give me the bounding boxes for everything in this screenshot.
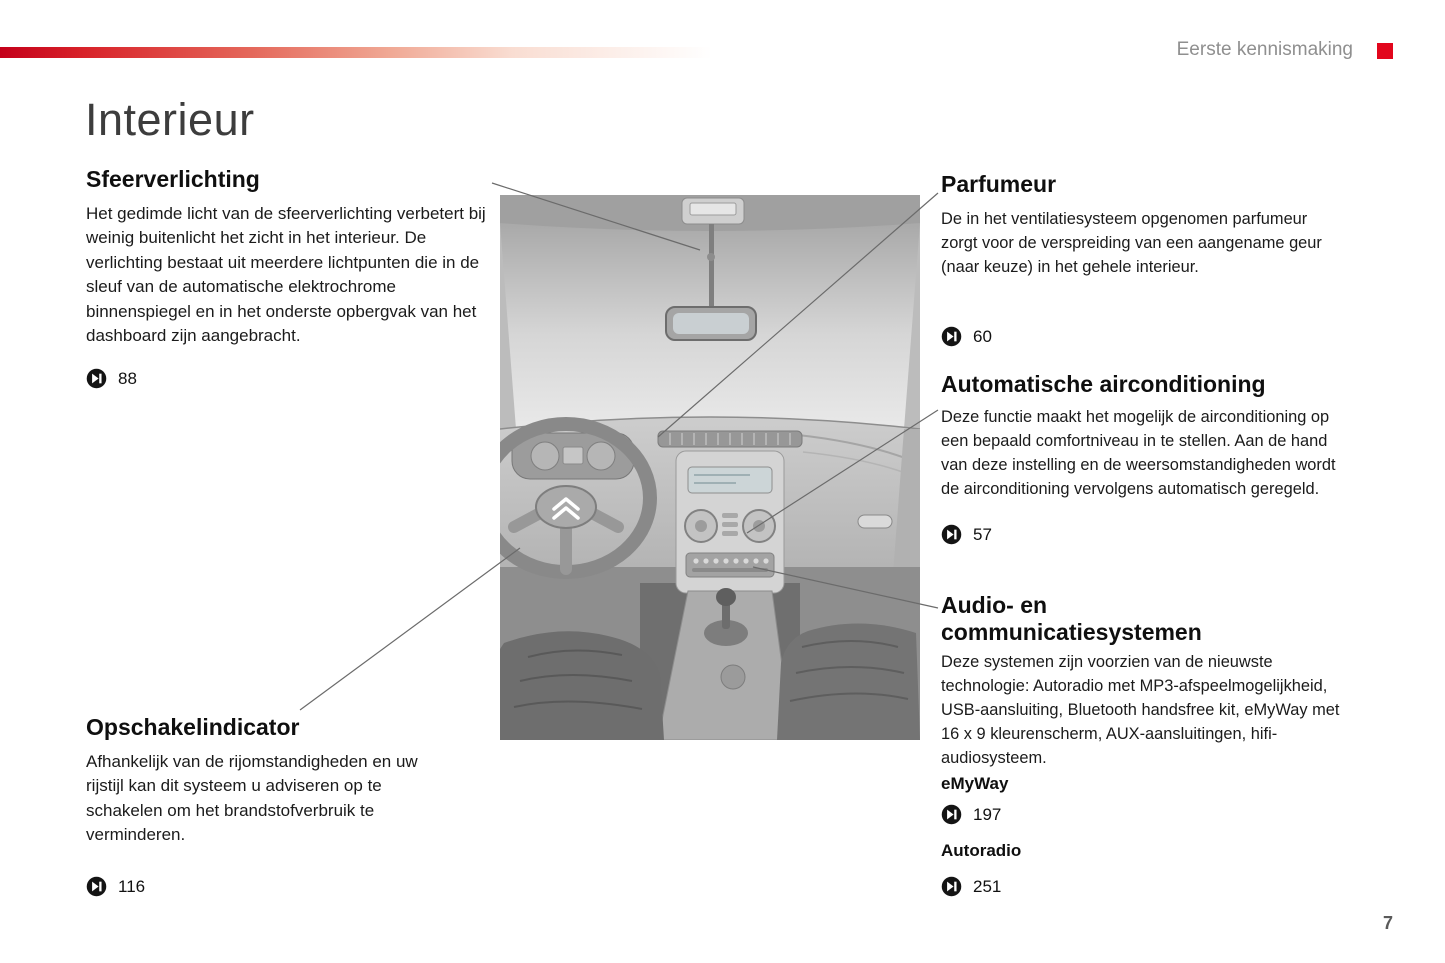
page-ref-number: 197	[973, 804, 1002, 824]
section-label: Eerste kennismaking	[1176, 39, 1353, 60]
body-sfeerverlichting: Het gedimde licht van de sfeerverlichting verbetert bij weinig buitenlicht het zicht in het interieur. De verlichting bestaat uit meerdere lichtpunten die in de sleuf van de automatische elektrochrome binnenspiegel en in het onderste opbergvak van het dashboard zijn aangebracht.	[86, 204, 486, 346]
heading-parfumeur: Parfumeur	[941, 171, 1057, 197]
page-ref-emyway	[941, 804, 1001, 825]
page-title: Interieur	[85, 94, 255, 145]
page-ref-icon	[941, 524, 962, 545]
page-ref-parfumeur	[941, 326, 992, 347]
heading-sfeerverlichting: Sfeerverlichting	[86, 166, 260, 192]
page-ref-number: 116	[118, 876, 146, 896]
top-gradient-bar	[0, 47, 712, 58]
body-audio: Deze systemen zijn voorzien van de nieuwste technologie: Autoradio met MP3-afspeelmogelijkheid, USB-aansluiting, Bluetooth handsfree kit, eMyWay met 16 x 9 kleurenscherm, AUX-aansluitingen, hifi-audiosysteem.	[941, 653, 1340, 767]
audio-item-label-emyway: eMyWay	[941, 774, 1009, 793]
body-parfumeur: De in het ventilatiesysteem opgenomen parfumeur zorgt voor de verspreiding van een aangename geur (naar keuze) in het gehele interieur.	[941, 210, 1322, 276]
heading-airconditioning: Automatische airconditioning	[941, 371, 1266, 397]
page-ref-icon	[941, 876, 962, 897]
body-opschakelindicator: Afhankelijk van de rijomstandigheden en uw rijstijl kan dit systeem u adviseren op te schakelen om het brandstofverbruik te verminderen.	[86, 752, 418, 845]
red-corner-square	[1377, 43, 1393, 59]
page-ref-icon	[86, 876, 107, 897]
page-ref-opschakelindicator	[86, 876, 145, 897]
page-number: 7	[1383, 913, 1394, 933]
heading-opschakelindicator: Opschakelindicator	[86, 714, 300, 740]
page-ref-autoradio	[941, 876, 1001, 897]
page-ref-icon	[941, 804, 962, 825]
page-ref-number: 88	[118, 368, 137, 388]
page-ref-number: 57	[973, 524, 992, 544]
car-interior-illustration	[500, 195, 920, 740]
heading-audio: Audio- en communicatiesystemen	[941, 592, 1202, 646]
page-ref-icon	[941, 326, 962, 347]
page-ref-airconditioning	[941, 524, 992, 545]
body-airconditioning: Deze functie maakt het mogelijk de airconditioning op een bepaald comfortniveau in te stellen. Aan de hand van deze instelling en de weersomstandigheden wordt de airconditioning vervolgens automatisch geregeld.	[941, 408, 1336, 498]
page-ref-number: 251	[973, 876, 1002, 896]
page-ref-number: 60	[973, 326, 992, 346]
page-ref-icon	[86, 368, 107, 389]
audio-item-label-autoradio: Autoradio	[941, 841, 1022, 860]
page-ref-sfeerverlichting	[86, 368, 137, 389]
